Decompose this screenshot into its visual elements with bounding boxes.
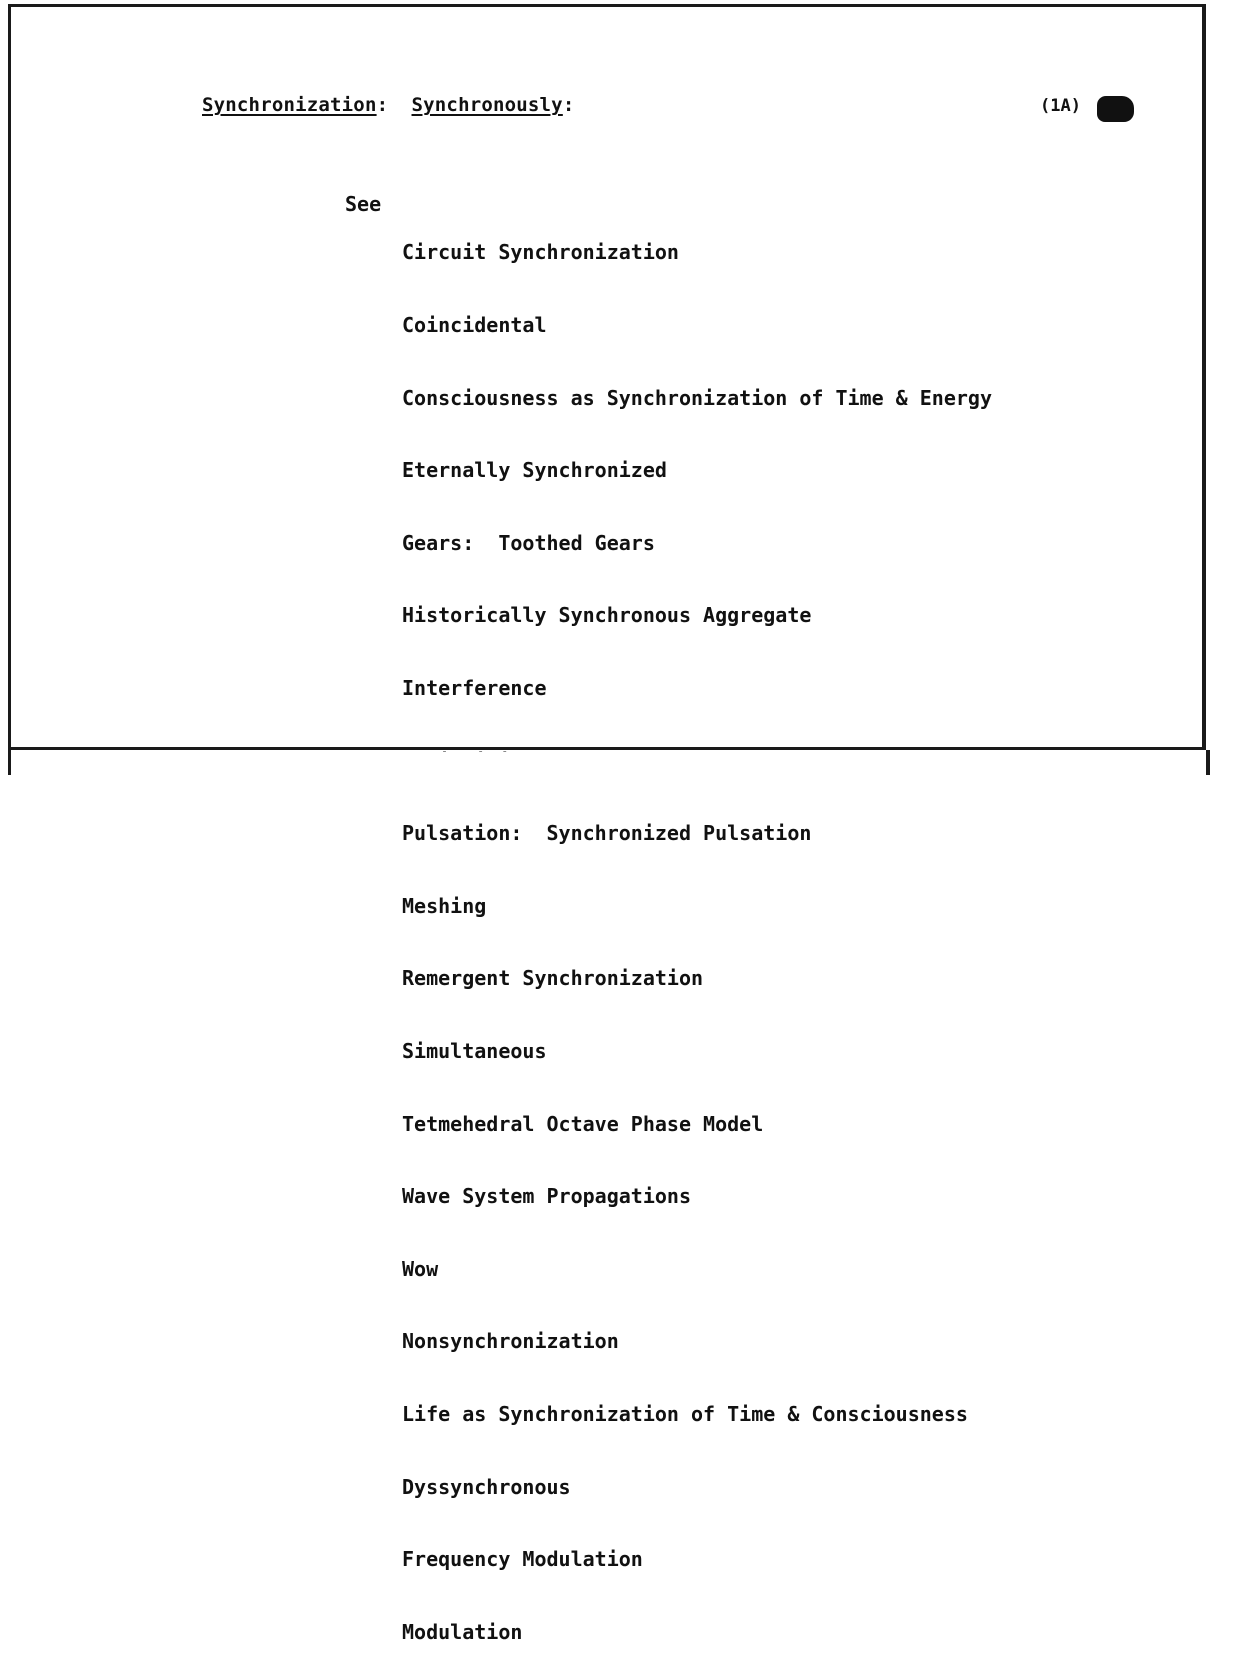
cross-reference-item: Nonsynchronization: [402, 1329, 619, 1354]
cross-reference-item: Gears: Toothed Gears: [402, 530, 655, 555]
cross-reference-item: Historically Synchronous Aggregate: [402, 603, 812, 628]
next-card-left-border: [8, 750, 11, 775]
cross-reference-item: Simultaneous: [402, 1038, 547, 1063]
cross-reference-item: Wave System Propagations: [402, 1184, 691, 1209]
heading-term: Synchronization: [202, 94, 377, 116]
cross-reference-item: Modulation: [402, 1619, 523, 1644]
next-card-edge: [0, 752, 1233, 775]
cross-reference-item: Remergent Synchronization: [402, 966, 704, 991]
cross-reference-item: Pulsation: Synchronized Pulsation: [402, 821, 812, 846]
see-label: See: [345, 192, 382, 216]
heading-separator-end: :: [562, 94, 575, 116]
cross-reference-item: Frequency Modulation: [402, 1547, 643, 1572]
cross-reference-item: Wow: [402, 1256, 439, 1281]
heading-separator: :: [376, 94, 412, 116]
cross-reference-item: Circuit Synchronization: [402, 240, 679, 265]
cross-reference-item: Tetmehedral Octave Phase Model: [402, 1111, 764, 1136]
cross-reference-item: Meshing: [402, 893, 487, 918]
cross-reference-list: [402, 192, 992, 1668]
cross-reference-item: Life as Synchronization of Time & Consciousness: [402, 1401, 968, 1426]
cross-reference-item: Dyssynchronous: [402, 1474, 571, 1499]
next-card-right-border: [1206, 750, 1210, 775]
cross-reference-item: Eternally Synchronized: [402, 458, 667, 483]
cross-reference-item: Consciousness as Synchronization of Time & Energy: [402, 385, 993, 410]
cross-reference-item: Interference: [402, 675, 547, 700]
heading-term-secondary: Synchronously: [411, 94, 563, 116]
card-heading: [202, 94, 574, 116]
ink-blot-mark: [1097, 96, 1134, 122]
card-number: (1A): [1040, 96, 1081, 116]
cross-reference-item: Coincidental: [402, 313, 547, 337]
